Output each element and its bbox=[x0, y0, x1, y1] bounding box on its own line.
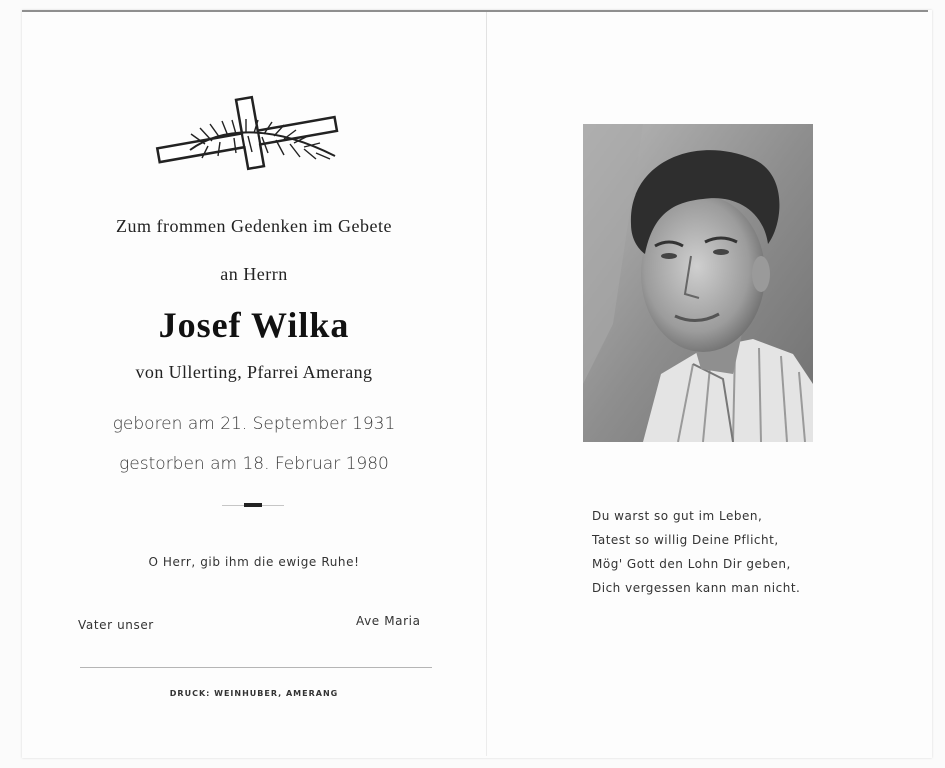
prayer-line: O Herr, gib ihm die ewige Ruhe! bbox=[148, 555, 360, 569]
ornamental-divider bbox=[222, 502, 284, 508]
death-date: gestorben am 18. Februar 1980 bbox=[119, 454, 389, 474]
poem-line: Du warst so gut im Leben, bbox=[592, 509, 763, 523]
cross-with-palm-icon bbox=[150, 88, 350, 178]
vater-unser-text: Vater unser bbox=[78, 618, 154, 632]
intro-line-1: Zum frommen Gedenken im Gebete bbox=[116, 216, 392, 236]
right-panel bbox=[487, 12, 932, 756]
poem-line: Dich vergessen kann man nicht. bbox=[592, 581, 801, 595]
deceased-name: Josef Wilka bbox=[158, 305, 350, 345]
left-panel bbox=[22, 12, 486, 756]
poem bbox=[592, 504, 912, 600]
portrait-photo bbox=[583, 124, 813, 442]
birth-date: geboren am 21. September 1931 bbox=[112, 414, 396, 434]
intro-line-2: an Herrn bbox=[220, 264, 288, 284]
poem-line: Mög' Gott den Lohn Dir geben, bbox=[592, 557, 791, 571]
ave-maria-text: Ave Maria bbox=[356, 614, 421, 628]
origin-line: von Ullerting, Pfarrei Amerang bbox=[135, 362, 373, 382]
printer-credit: DRUCK: WEINHUBER, AMERANG bbox=[169, 689, 339, 698]
footer-rule bbox=[80, 667, 432, 668]
poem-line: Tatest so willig Deine Pflicht, bbox=[592, 533, 779, 547]
